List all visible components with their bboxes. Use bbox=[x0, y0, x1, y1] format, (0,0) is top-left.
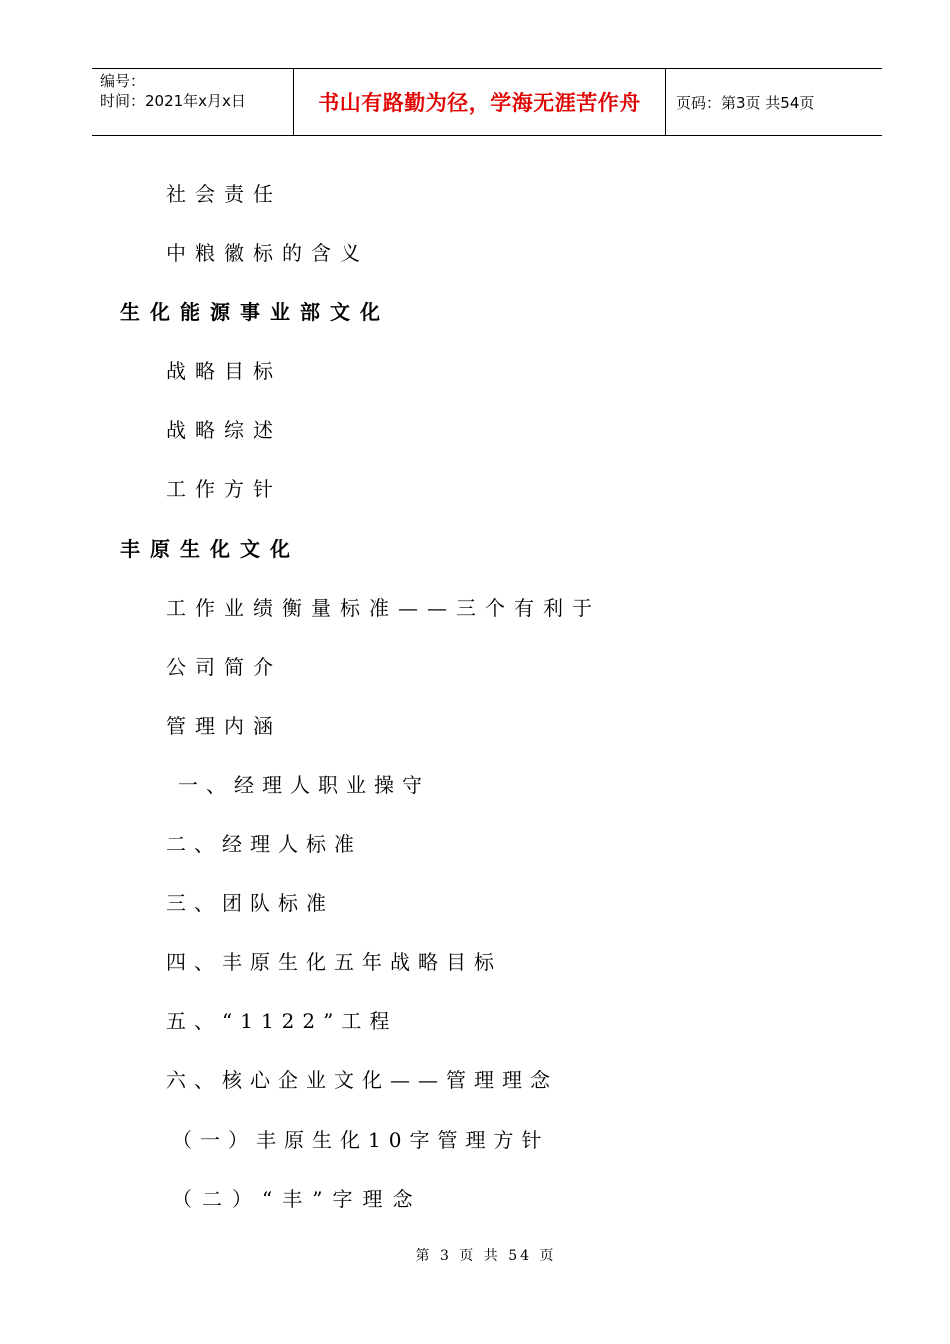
toc-item-logo-meaning: 中粮徽标的含义 bbox=[166, 241, 369, 265]
page-footer: 第 3 页 共 54 页 bbox=[415, 1248, 557, 1264]
header-motto: 书山有路勤为径，学海无涯苦作舟 bbox=[293, 69, 666, 135]
toc-item-manager-ethics: 一、经理人职业操守 bbox=[178, 773, 430, 797]
toc-item-strategic-goal: 战略目标 bbox=[166, 359, 282, 383]
toc-item-feng-concept: （二）“丰”字理念 bbox=[172, 1187, 423, 1211]
document-number-label: 编号： bbox=[100, 72, 146, 90]
toc-item-social-responsibility: 社会责任 bbox=[166, 182, 282, 206]
toc-item-five-year-goal: 四、丰原生化五年战略目标 bbox=[166, 950, 502, 974]
page-header bbox=[92, 68, 882, 136]
document-time: 时间：2021年x月x日 bbox=[100, 92, 246, 110]
toc-item-team-standard: 三、团队标准 bbox=[166, 891, 334, 915]
toc-section-fengyuan-culture: 丰原生化文化 bbox=[120, 537, 300, 561]
toc-item-10-char-policy: （一）丰原生化10字管理方针 bbox=[172, 1128, 550, 1152]
toc-item-core-culture: 六、核心企业文化——管理理念 bbox=[166, 1068, 558, 1092]
toc-item-performance-standard: 工作业绩衡量标准——三个有利于 bbox=[166, 596, 601, 620]
toc-section-bioenergy-culture: 生化能源事业部文化 bbox=[120, 300, 390, 324]
header-meta bbox=[92, 69, 293, 135]
toc-item-company-profile: 公司简介 bbox=[166, 655, 282, 679]
toc-item-work-policy: 工作方针 bbox=[166, 477, 282, 501]
toc-item-strategy-overview: 战略综述 bbox=[166, 418, 282, 442]
header-page-info: 页码：第3页 共54页 bbox=[676, 93, 815, 112]
toc-item-manager-standard: 二、经理人标准 bbox=[166, 832, 362, 856]
toc-item-management-connotation: 管理内涵 bbox=[166, 714, 282, 738]
toc-item-1122-project: 五、“1122”工程 bbox=[166, 1009, 398, 1033]
